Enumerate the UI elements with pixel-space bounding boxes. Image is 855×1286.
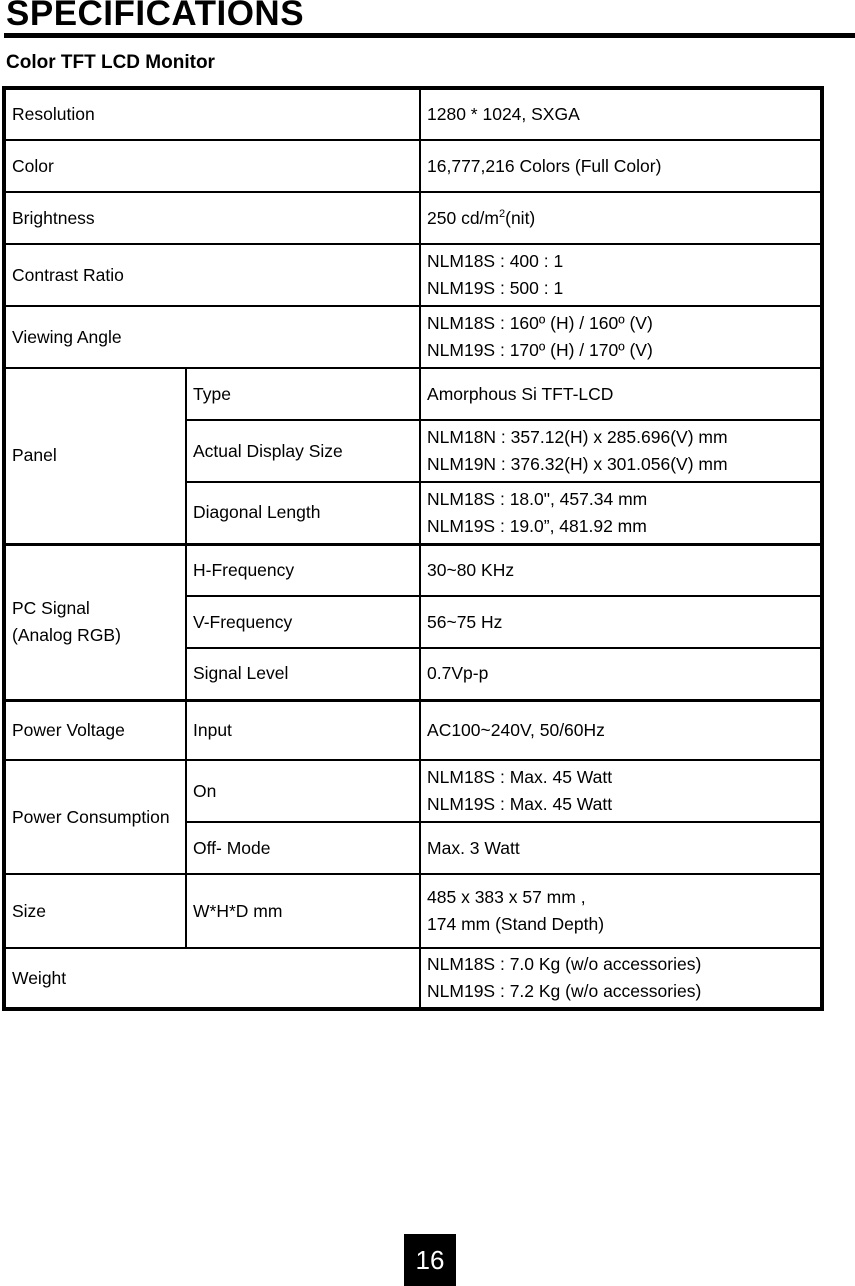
spec-value: 0.7Vp-p [420,648,822,700]
spec-group-label: Size [4,874,186,948]
value-line: 485 x 383 x 57 mm , [427,887,586,907]
spec-sub-label: W*H*D mm [186,874,420,948]
table-row [4,88,822,140]
spec-group-label [4,544,186,700]
brightness-unit: (nit) [505,207,536,228]
spec-group-label: Power Consumption [4,760,186,874]
table-row [4,948,822,1009]
spec-sub-label: Type [186,368,420,420]
title-underline [4,33,855,38]
spec-label: Weight [4,948,420,1009]
spec-sub-label: Actual Display Size [186,420,420,482]
value-line: NLM18S : 18.0", 457.34 mm [427,488,648,509]
spec-value [420,948,822,1009]
table-row [4,760,822,822]
table-row [4,368,822,420]
spec-group-label: Power Voltage [4,700,186,760]
table-row [4,192,822,244]
spec-value: 1280 * 1024, SXGA [420,88,822,140]
spec-value: 56~75 Hz [420,596,822,648]
spec-value: Max. 3 Watt [420,822,822,874]
value-line: 174 mm (Stand Depth) [427,914,605,934]
spec-value [420,192,822,244]
value-line: NLM18S : 160º (H) / 160º (V) [427,313,653,333]
value-line: NLM19S : 170º (H) / 170º (V) [427,340,653,360]
value-line: NLM19N : 376.32(H) x 301.056(V) mm [427,454,728,474]
spec-label: Contrast Ratio [4,244,420,306]
spec-sub-label: On [186,760,420,822]
spec-value: AC100~240V, 50/60Hz [420,700,822,760]
table-row [4,306,822,368]
value-line: NLM18S : 400 : 1 [427,251,564,271]
table-row [4,874,822,948]
value-line: NLM19S : 500 : 1 [427,278,564,298]
page-title: SPECIFICATIONS [6,0,305,33]
spec-value [420,306,822,368]
page-subtitle: Color TFT LCD Monitor [6,52,215,73]
spec-label: Viewing Angle [4,306,420,368]
spec-value [420,482,822,544]
spec-label: Resolution [4,88,420,140]
spec-value: Amorphous Si TFT-LCD [420,368,822,420]
spec-value: 30~80 KHz [420,544,822,596]
spec-sub-label: Input [186,700,420,760]
group-label-line: PC Signal [12,598,90,618]
spec-value [420,874,822,948]
spec-sub-label: V-Frequency [186,596,420,648]
spec-sub-label: H-Frequency [186,544,420,596]
spec-group-label: Panel [4,368,186,544]
value-line: NLM18S : 7.0 Kg (w/o accessories) [427,954,702,974]
table-row [4,140,822,192]
spec-sub-label: Off- Mode [186,822,420,874]
value-line: NLM18S : Max. 45 Watt [427,767,613,787]
spec-value [420,420,822,482]
page-number-badge: 16 [404,1234,456,1286]
group-label-line: (Analog RGB) [12,625,121,645]
spec-value [420,244,822,306]
value-line: NLM19S : 19.0”, 481.92 mm [427,515,647,536]
spec-label: Brightness [4,192,420,244]
brightness-exponent: 2 [499,207,506,220]
specifications-table [2,86,824,1011]
value-line: NLM18N : 357.12(H) x 285.696(V) mm [427,427,728,447]
table-row [4,700,822,760]
spec-label: Color [4,140,420,192]
table-row [4,244,822,306]
spec-sub-label: Signal Level [186,648,420,700]
spec-sub-label: Diagonal Length [186,482,420,544]
value-line: NLM19S : Max. 45 Watt [427,794,613,814]
value-line: NLM19S : 7.2 Kg (w/o accessories) [427,981,702,1001]
spec-value [420,760,822,822]
brightness-value: 250 cd/m [427,207,499,228]
table-row [4,544,822,596]
spec-value: 16,777,216 Colors (Full Color) [420,140,822,192]
